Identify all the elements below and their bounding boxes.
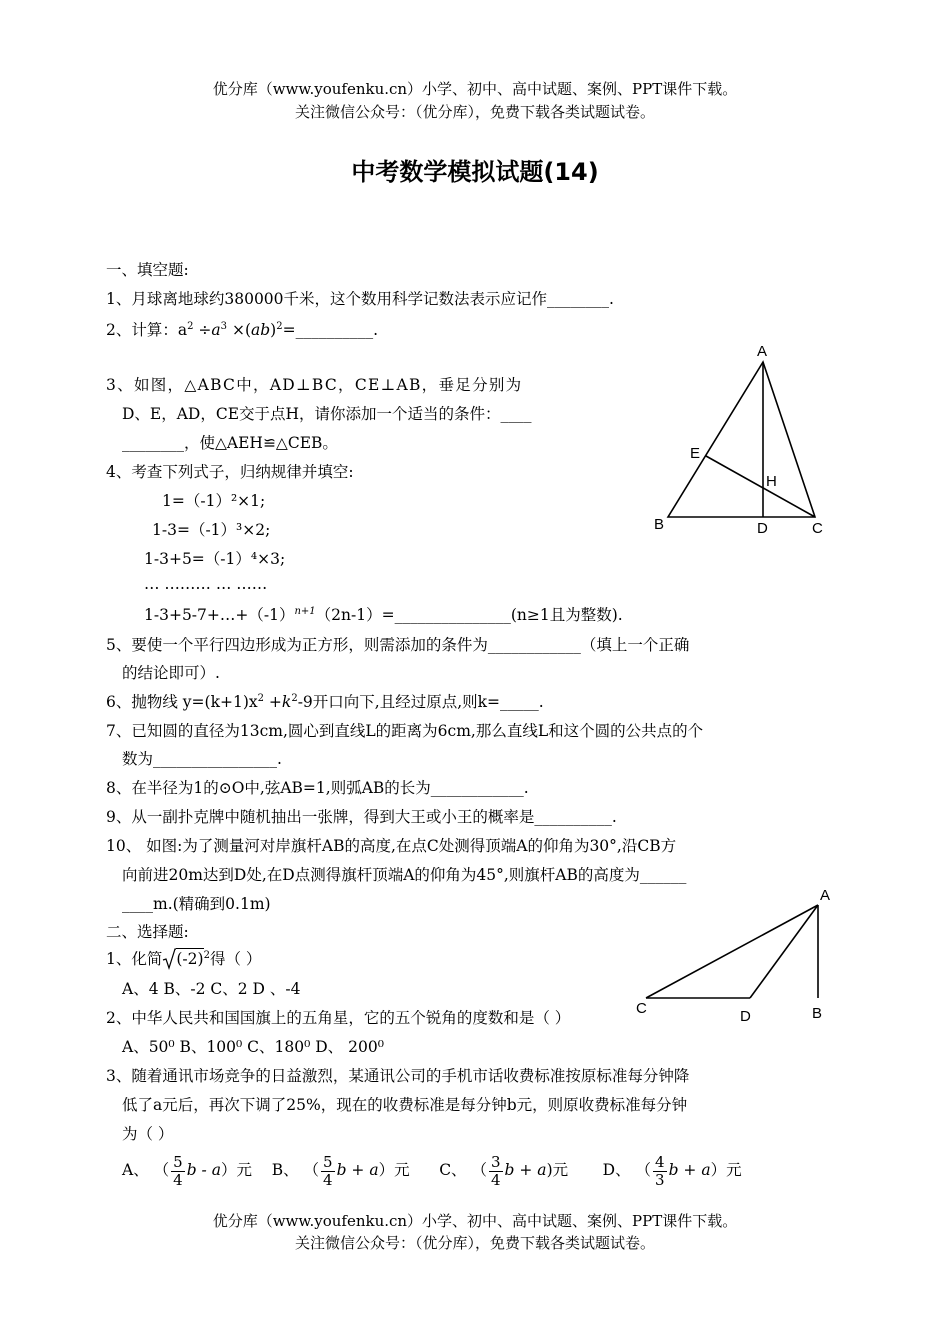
footer-line-2: 关注微信公众号：（优分库），免费下载各类试题试卷。: [294, 1234, 655, 1252]
radical-sign: [162, 948, 176, 970]
label-c: C: [636, 1000, 647, 1017]
label-d: D: [740, 1008, 751, 1025]
question-1-4-eq1: 1=（-1）²×1;: [162, 492, 266, 510]
flagpole-figure: [630, 880, 850, 1030]
section1-heading: 一、填空题:: [106, 261, 189, 279]
page-title: 中考数学模拟试题(14): [351, 158, 599, 186]
option-d: D、 （ $\frac{4}{3}$ b + a）元: [602, 1152, 742, 1189]
question-1-5-line2: 的结论即可）.: [122, 664, 220, 682]
question-2-3-line2: 低了a元后，再次下调了25%，现在的收费标准是每分钟b元，则原收费标准每分钟: [122, 1096, 688, 1114]
header-line-2: 关注微信公众号：（优分库），免费下载各类试题试卷。: [294, 103, 655, 121]
question-2-1: 1、化简 $(-2)^2$得（ ）: [106, 949, 262, 968]
header-line-1: 优分库（www.youfenku.cn）小学、初中、高中试题、案例、PPT课件下载。: [212, 80, 738, 98]
section2-heading: 二、选择题:: [106, 923, 189, 941]
label-a: A: [757, 343, 768, 360]
question-1-10-line1: 10、 如图:为了测量河对岸旗杆AB的高度,在点C处测得顶端A的仰角为30°,沿CB方: [106, 837, 677, 855]
question-1-3-line3: ________，使△AEH≌△CEB。: [122, 434, 338, 452]
question-1-7-line2: 数为________________.: [122, 750, 282, 768]
question-2-1-options: A、4 B、-2 C、2 D 、-4: [122, 980, 301, 998]
question-1-1: 1、月球离地球约380000千米，这个数用科学记数法表示应记作________.: [106, 290, 614, 308]
question-1-5-line1: 5、要使一个平行四边形成为正方形，则需添加的条件为____________（填上一个正确: [106, 636, 690, 654]
label-a: A: [820, 887, 831, 904]
label-h: H: [766, 473, 777, 490]
label-b: B: [654, 516, 665, 533]
question-1-4-intro: 4、考查下列式子，归纳规律并填空:: [106, 463, 354, 481]
question-2-3-options: [122, 1150, 742, 1190]
footer-line-1: 优分库（www.youfenku.cn）小学、初中、高中试题、案例、PPT课件下载。: [212, 1212, 738, 1230]
option-b: B、 （ $\frac{5}{4}$ b + a）元: [271, 1152, 410, 1189]
question-1-4-general: $1-3+5-7+\dots+(-1)^{n+1}(2n-1)=\_\_\_\_\_\_\_\_\_\_\_\_\_\_\_(n\ge 1$且为整数).: [144, 605, 623, 624]
label-b: B: [812, 1005, 823, 1022]
question-1-10-line3: ____m.(精确到0.1m): [122, 895, 271, 913]
label-c: C: [812, 520, 823, 537]
question-1-3-line1: 3、如图，△ABC中，AD⊥BC，CE⊥AB，垂足分别为: [106, 376, 523, 394]
option-a: A、 （ $\frac{5}{4}$ b - a）元: [122, 1152, 252, 1189]
sightline-ca: [646, 905, 818, 998]
option-c: C、 （ $\frac{3}{4}$ b + a)元: [439, 1152, 569, 1189]
question-2-2: 2、中华人民共和国国旗上的五角星，它的五个锐角的度数和是（ ）: [106, 1009, 571, 1027]
question-1-4-ellipsis: … ……… … ……: [144, 575, 268, 593]
triangle-figure: [640, 340, 840, 540]
question-1-7-line1: 7、已知圆的直径为13cm,圆心到直线L的距离为6cm,那么直线L和这个圆的公共点的个: [106, 722, 704, 740]
question-1-3-line2: D、E，AD，CE交于点H，请你添加一个适当的条件：____: [122, 405, 532, 423]
question-1-2: 2、计算：$a^2 \div a^3$ ×(ab)$^2$=__________.: [106, 320, 379, 339]
question-2-3-line3: 为（ ）: [122, 1125, 174, 1143]
label-e: E: [690, 445, 701, 462]
question-2-3-line1: 3、随着通讯市场竞争的日益激烈，某通讯公司的手机市话收费标准按原标准每分钟降: [106, 1067, 690, 1085]
question-1-4-eq3: 1-3+5=（-1）⁴×3;: [144, 550, 286, 568]
question-1-10-line2: 向前进20m达到D处,在D点测得旗杆顶端A的仰角为45°,则旗杆AB的高度为______: [122, 866, 687, 884]
label-d: D: [757, 520, 768, 537]
question-1-4-eq2: 1-3=（-1）³×2;: [152, 521, 271, 539]
triangle-abc: [668, 362, 815, 517]
question-2-2-options: A、50⁰ B、100⁰ C、180⁰ D、 200⁰: [122, 1038, 384, 1056]
altitude-ce: [706, 456, 815, 517]
question-1-9: 9、从一副扑克牌中随机抽出一张牌，得到大王或小王的概率是__________.: [106, 808, 617, 826]
question-1-6: 6、抛物线 $y=(k+1)x^2 +k^2-9$开口向下,且经过原点,则k=_____.: [106, 692, 544, 711]
sightline-da: [750, 905, 818, 998]
question-1-8: 8、在半径为1的⊙O中,弦AB=1,则弧AB的长为____________.: [106, 779, 529, 797]
